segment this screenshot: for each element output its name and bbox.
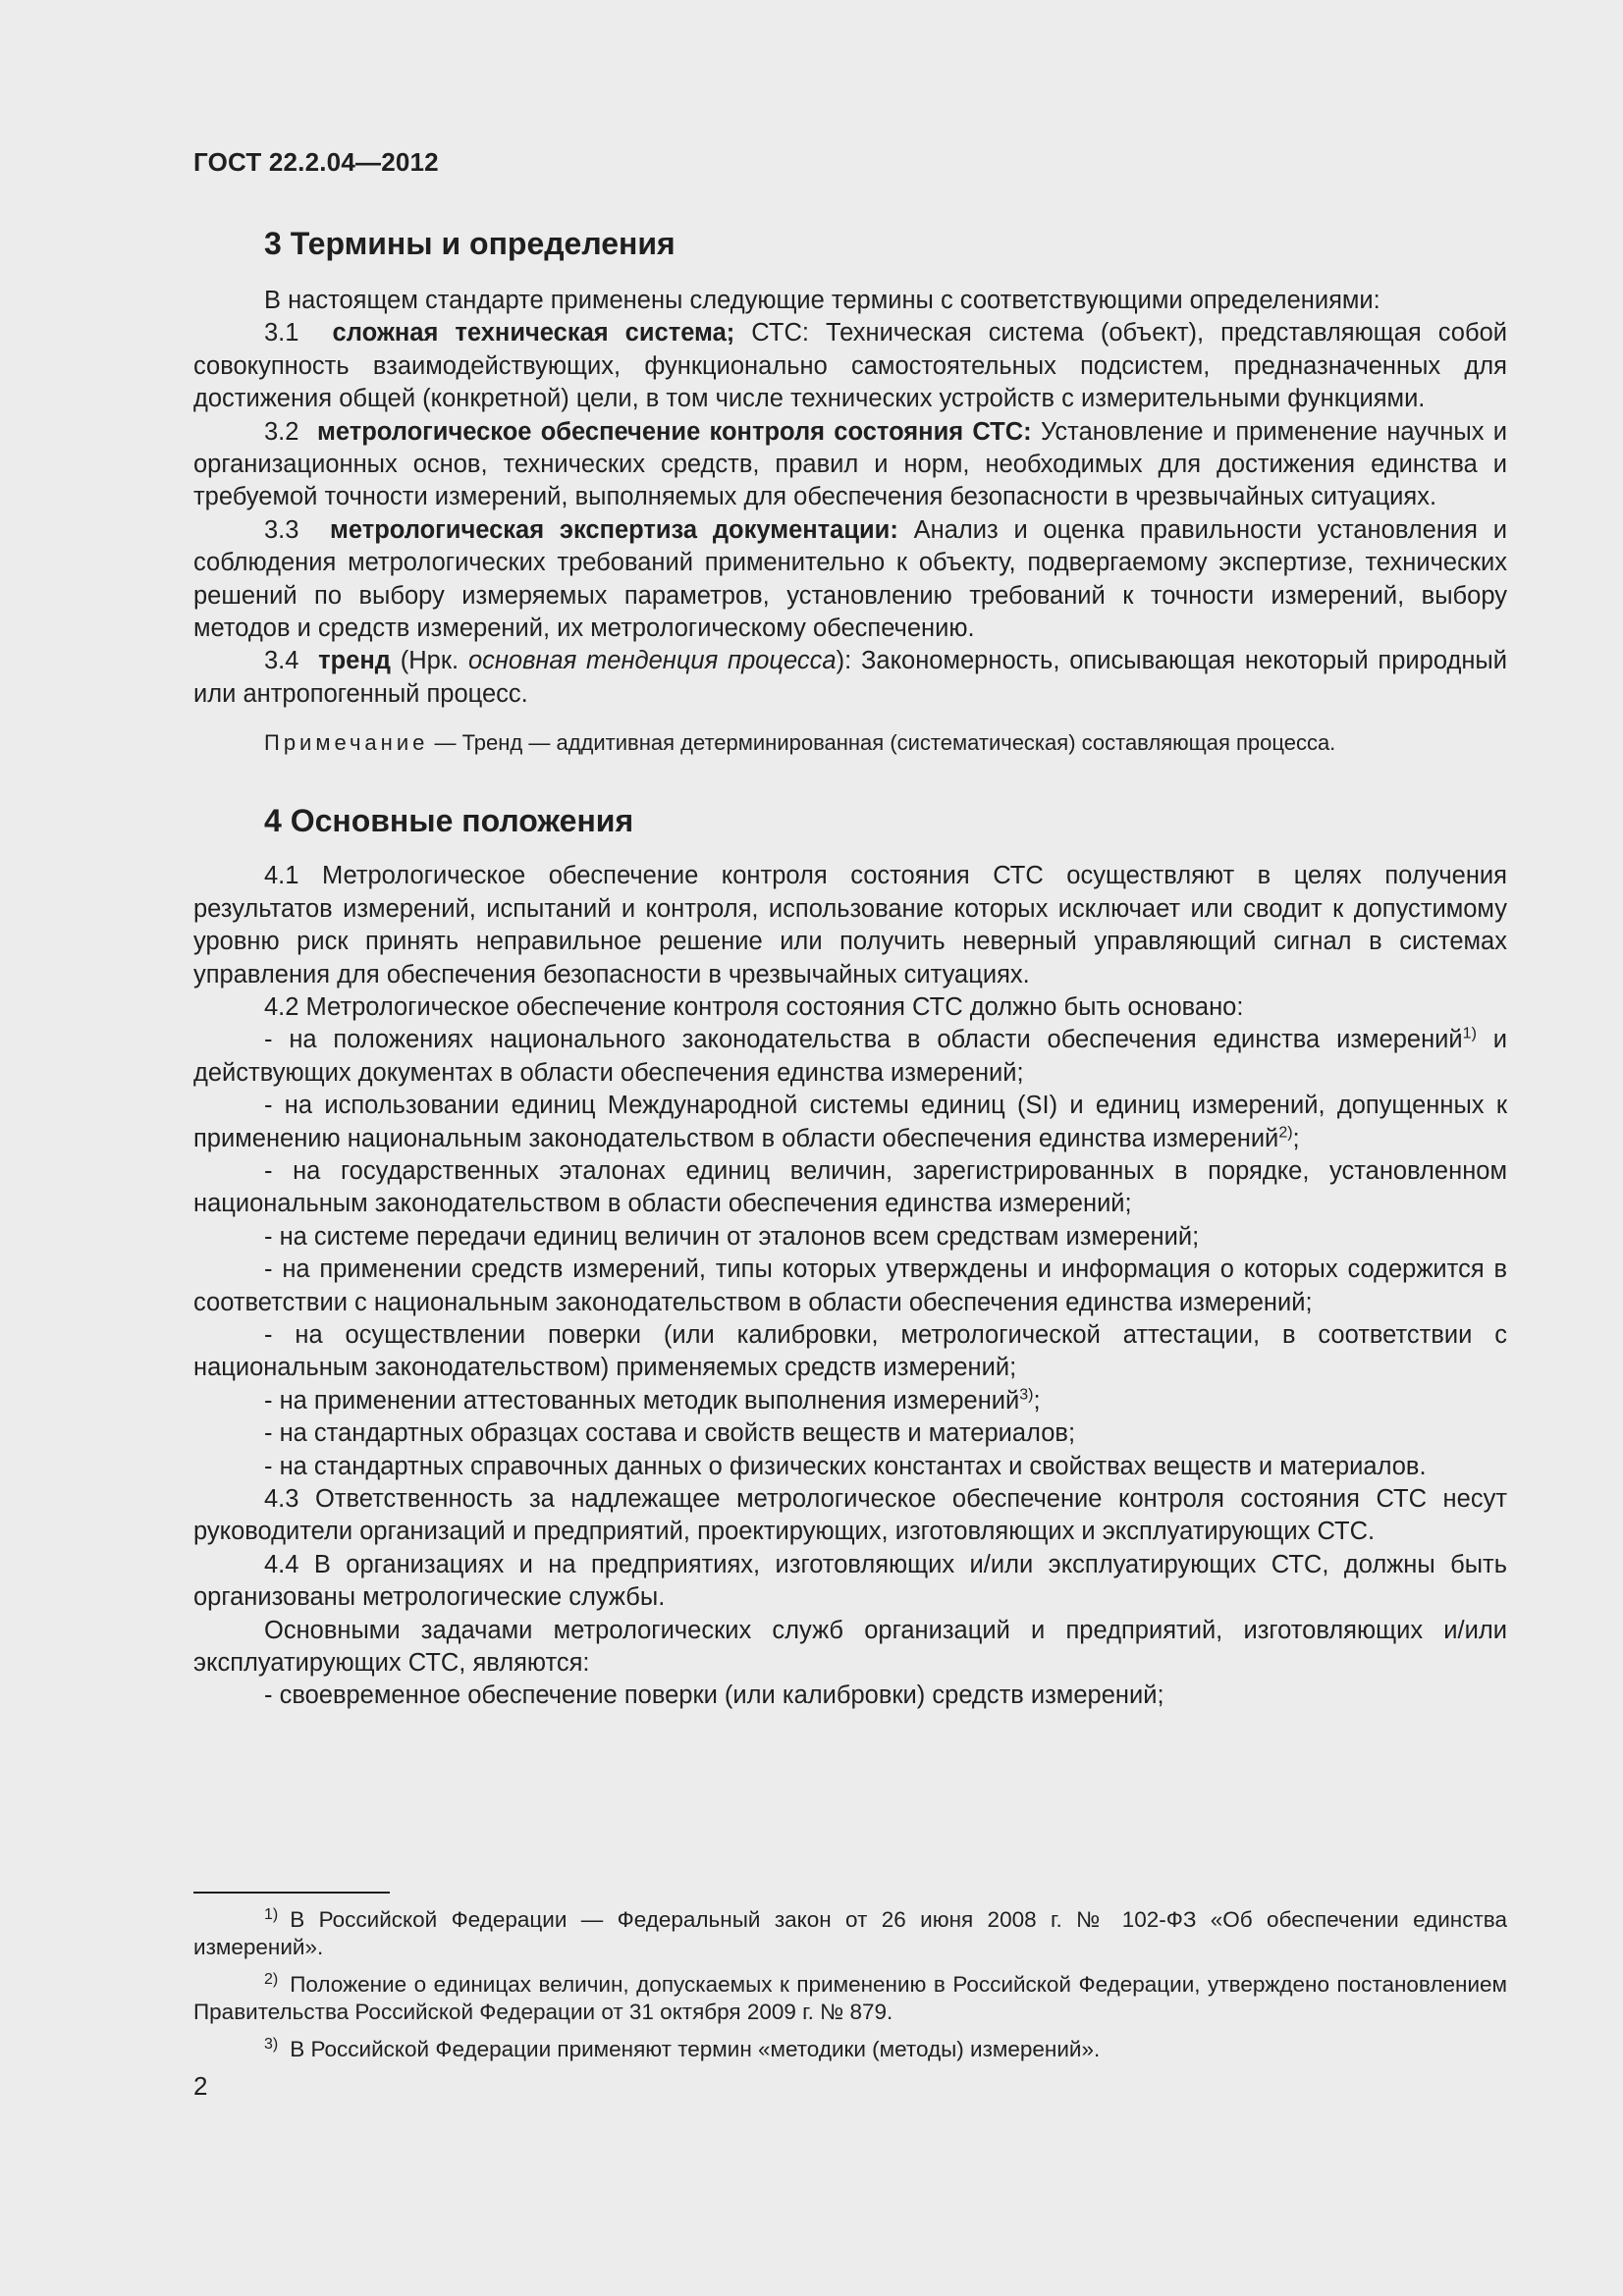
- list-item: - на системе передачи единиц величин от эталонов всем средствам измерений;: [264, 1222, 1200, 1251]
- list-item: - на стандартных справочных данных о физических константах и свойствах веществ и материалов.: [264, 1452, 1427, 1480]
- term-number: 3.3: [264, 515, 299, 544]
- footnote-text: Положение о единицах величин, допускаемых к применению в Российской Федерации, утверждено постановлением Правительства Российской Федерации от 31 октября 2009 г. № 879.: [193, 1972, 1507, 2024]
- footnote-mark: 1): [264, 1905, 279, 1923]
- list-item: [193, 1385, 1507, 1417]
- term-name: метрологическая экспертиза документации:: [330, 515, 898, 544]
- footnote-ref-3[interactable]: 3): [1019, 1386, 1034, 1404]
- term-definition: СТС: Техническая система (объект), представляющая собой совокупность взаимодействующих, функционально самостоятельных подсистем, предназначенных для достижения общей (конкретной) цели, в том числе технических устройств с измерительными функциями.: [193, 319, 1507, 413]
- list-item-text: - на применении аттестованных методик выполнения измерений: [264, 1386, 1020, 1415]
- term-3-2: [193, 416, 1507, 514]
- note: [193, 728, 1507, 758]
- footnote-divider: [193, 1892, 390, 1894]
- page-number: 2: [193, 2071, 208, 2101]
- footnote-text: В Российской Федерации — Федеральный закон от 26 июня 2008 г. № 102-ФЗ «Об обеспечении единства измерений».: [193, 1907, 1507, 1959]
- term-3-4: [193, 645, 1507, 711]
- footnote-mark: 2): [264, 1970, 279, 1988]
- footnote-2: [193, 1971, 1507, 2026]
- note-label: Примечание: [264, 730, 429, 756]
- term-number: 3.2: [264, 417, 299, 446]
- clause-4-1: 4.1 Метрологическое обеспечение контроля состояния СТС осуществляют в целях получения результатов измерений, испытаний и контроля, использование которых исключает или сводит к допустимому уровню риск принять неправильное решение или получить неверный управляющий сигнал в системах управления для обеспечения безопасности в чрезвычайных ситуациях.: [193, 862, 1507, 988]
- clause-4-4: 4.4 В организациях и на предприятиях, изготовляющих и/или эксплуатирующих СТС, должны быть организованы метрологические службы.: [193, 1550, 1507, 1612]
- clause-4-2: 4.2 Метрологическое обеспечение контроля состояния СТС должно быть основано:: [264, 992, 1244, 1021]
- term-number: 3.4: [264, 647, 299, 675]
- list-item: - на осуществлении поверки (или калибровки, метрологической аттестации, в соответствии с национальным законодательством) применяемых средств измерений;: [193, 1320, 1507, 1382]
- footnote-ref-2[interactable]: 2): [1278, 1124, 1293, 1142]
- term-deprecated: основная тенденция процесса: [467, 647, 837, 675]
- term-3-3: [193, 514, 1507, 646]
- list-item-text: - на использовании единиц Международной системы единиц (SI) и единиц измерений, допущенных к применению национальным законодательством в области обеспечения единства измерений: [193, 1092, 1507, 1152]
- list-item: - на стандартных образцах состава и свойств веществ и материалов;: [264, 1419, 1076, 1448]
- section-3-intro: В настоящем стандарте применены следующие термины с соответствующими определениями:: [264, 287, 1380, 314]
- term-definition: ): Закономерность, описывающая некоторый природный или антропогенный процесс.: [193, 647, 1507, 708]
- term-number: 3.1: [264, 319, 299, 347]
- footnote-3: [193, 2036, 1507, 2063]
- section-4-title: 4 Основные положения: [264, 803, 634, 839]
- section-3-title: 3 Термины и определения: [264, 226, 676, 261]
- list-item: - на применении средств измерений, типы которых утверждены и информация о которых содержится в соответствии с национальным законодательством в области обеспечения единства измерений;: [193, 1255, 1507, 1316]
- list-item: [193, 1090, 1507, 1155]
- clause-4-4-tasks: Основными задачами метрологических служб организаций и предприятий, изготовляющих и/или эксплуатирующих СТС, являются:: [193, 1616, 1507, 1678]
- document-body: [193, 224, 1507, 1713]
- term-definition: Установление и применение научных и организационных основ, технических средств, правил и норм, необходимых для достижения единства и требуемой точности измерений, выполняемых для обеспечения безопасности в чрезвычайных ситуациях.: [193, 417, 1507, 511]
- note-text: — Тренд — аддитивная детерминированная (систематическая) составляющая процесса.: [428, 730, 1336, 756]
- list-item: - своевременное обеспечение поверки (или калибровки) средств измерений;: [264, 1682, 1164, 1710]
- term-definition: Анализ и оценка правильности установления и соблюдения метрологических требований применительно к объекту, подвергаемому экспертизе, технических решений по выбору измеряемых параметров, установлению требований к точности измерений, выбору методов и средств измерений, их метрологическому обеспечению.: [193, 515, 1507, 643]
- list-item-text: - на положениях национального законодательства в области обеспечения единства измерений: [264, 1026, 1463, 1054]
- term-name: метрологическое обеспечение контроля состояния СТС:: [317, 417, 1032, 446]
- footnote-mark: 3): [264, 2035, 279, 2053]
- list-item: - на государственных эталонах единиц величин, зарегистрированных в порядке, установленном национальным законодательством в области обеспечения единства измерений;: [193, 1156, 1507, 1218]
- list-item-text: и действующих документах в области обеспечения единства измерений;: [193, 1026, 1507, 1087]
- term-name: тренд: [318, 647, 391, 675]
- footnote-1: [193, 1906, 1507, 1961]
- document-header: ГОСТ 22.2.04—2012: [193, 147, 439, 177]
- list-item-text: ;: [1033, 1386, 1041, 1415]
- list-item-text: ;: [1292, 1124, 1300, 1152]
- term-3-1: [193, 317, 1507, 415]
- term-abbr: (Нрк.: [390, 647, 468, 675]
- clause-4-3: 4.3 Ответственность за надлежащее метрологическое обеспечение контроля состояния СТС несут руководители организаций и предприятий, проектирующих, изготовляющих и эксплуатирующих СТС.: [193, 1485, 1507, 1546]
- term-name: сложная техническая система;: [332, 319, 735, 347]
- list-item: [193, 1024, 1507, 1090]
- footnote-text: В Российской Федерации применяют термин «методики (методы) измерений».: [290, 2037, 1101, 2061]
- footnotes: [193, 1906, 1507, 2073]
- footnote-ref-1[interactable]: 1): [1462, 1025, 1477, 1042]
